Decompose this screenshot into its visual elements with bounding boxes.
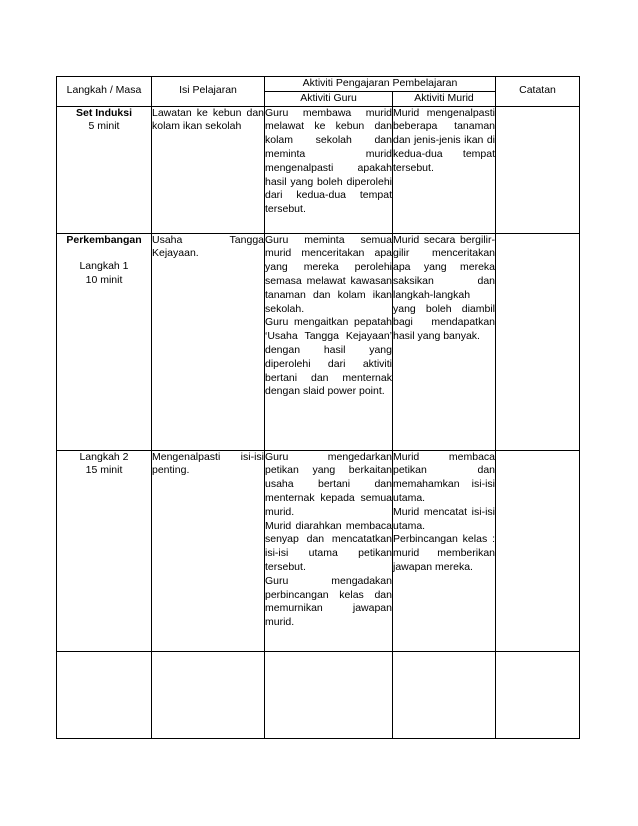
empty-cell bbox=[496, 651, 580, 738]
stage-time: 10 minit bbox=[85, 274, 123, 287]
student-activity-cell bbox=[393, 106, 496, 233]
teacher-activity-text: Murid diarahkan membaca senyap dan mencatatkan isi-isi utama petikan tersebut. bbox=[265, 519, 392, 573]
header-stage: Langkah / Masa bbox=[57, 77, 152, 107]
teacher-activity-text: Guru mengaitkan pepatah ‘Usaha Tangga Kejayaan’ dengan hasil yang diperolehi dari aktiviti bertani dan menternak dengan slaid power point. bbox=[265, 316, 392, 398]
stage-time: 15 minit bbox=[85, 464, 123, 477]
notes-cell bbox=[496, 450, 580, 651]
teacher-activity-cell bbox=[265, 450, 393, 651]
stage-cell bbox=[57, 233, 152, 450]
header-content: Isi Pelajaran bbox=[152, 77, 265, 107]
student-activity-text: Murid mengenalpasti beberapa tanaman dan jenis-jenis ikan di kedua-dua tempat tersebut. bbox=[393, 106, 496, 174]
student-activity-cell bbox=[393, 450, 496, 651]
header-notes: Catatan bbox=[496, 77, 580, 107]
empty-cell bbox=[393, 651, 496, 738]
teacher-activity-text: Guru membawa murid melawat ke kebun dan kolam sekolah dan meminta murid mengenalpasti apakah hasil yang boleh diperolehi dari kedua-dua tempat tersebut. bbox=[265, 106, 392, 216]
stage-title: Set Induksi bbox=[75, 106, 132, 119]
lesson-plan-table bbox=[56, 76, 580, 739]
content-cell: Mengenalpasti isi-isi penting. bbox=[152, 450, 265, 651]
stage-step: Langkah 2 bbox=[79, 450, 129, 463]
student-activity-cell bbox=[393, 233, 496, 450]
teacher-activity-text: Guru mengadakan perbincangan kelas dan memurnikan jawapan murid. bbox=[265, 574, 392, 629]
empty-cell bbox=[57, 651, 152, 738]
teacher-activity-cell bbox=[265, 233, 393, 450]
student-activity-text: Murid mencatat isi-isi utama. bbox=[393, 505, 496, 532]
stage-title: Perkembangan bbox=[66, 233, 142, 246]
table-row bbox=[57, 651, 580, 738]
teacher-activity-text: Guru mengedarkan petikan yang berkaitan usaha bertani dan menternak kepada semua murid. bbox=[265, 450, 392, 518]
table-row bbox=[57, 106, 580, 233]
notes-cell bbox=[496, 106, 580, 233]
teacher-activity-text: Guru meminta semua murid menceritakan apa yang mereka perolehi semasa melawat kawasan tanaman dan kolam ikan sekolah. bbox=[265, 233, 392, 315]
notes-cell bbox=[496, 233, 580, 450]
table-row bbox=[57, 450, 580, 651]
content-cell: Usaha Tangga Kejayaan. bbox=[152, 233, 265, 450]
stage-step: Langkah 1 bbox=[79, 260, 129, 273]
header-activities: Aktiviti Pengajaran Pembelajaran bbox=[265, 77, 496, 92]
stage-cell bbox=[57, 450, 152, 651]
content-cell: Lawatan ke kebun dan kolam ikan sekolah bbox=[152, 106, 265, 233]
header-student: Aktiviti Murid bbox=[393, 91, 496, 106]
header-teacher: Aktiviti Guru bbox=[265, 91, 393, 106]
empty-cell bbox=[265, 651, 393, 738]
student-activity-text: Perbincangan kelas : murid memberikan jawapan mereka. bbox=[393, 533, 496, 573]
table-row bbox=[57, 233, 580, 450]
stage-time: 5 minit bbox=[88, 120, 120, 133]
student-activity-text: Murid secara bergilir-gilir menceritakan apa yang mereka saksikan dan langkah-langkah yang boleh diambil bagi mendapatkan hasil yang banyak. bbox=[393, 233, 496, 343]
empty-cell bbox=[152, 651, 265, 738]
stage-cell bbox=[57, 106, 152, 233]
student-activity-text: Murid membaca petikan dan memahamkan isi-isi utama. bbox=[393, 450, 496, 504]
teacher-activity-cell bbox=[265, 106, 393, 233]
